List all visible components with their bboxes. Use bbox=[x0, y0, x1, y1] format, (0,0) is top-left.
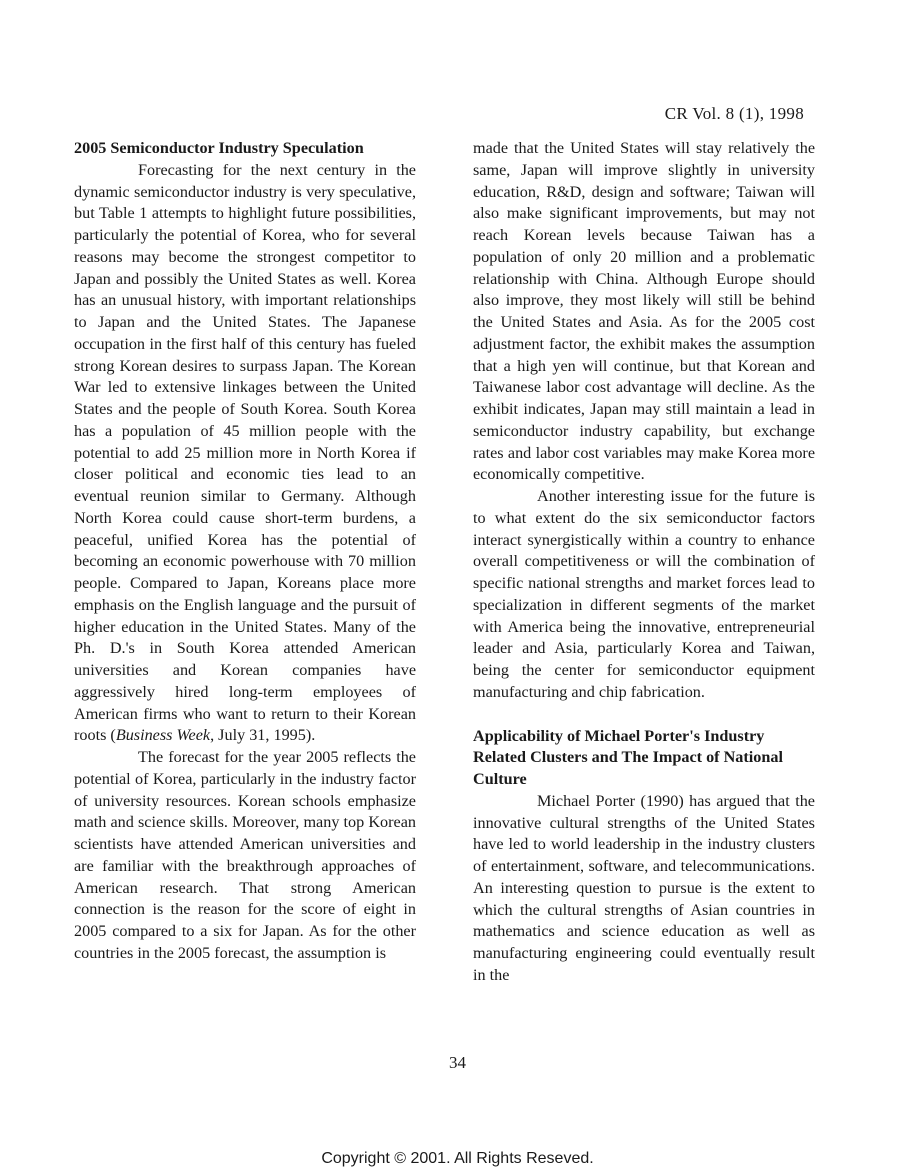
paragraph-continued: made that the United States will stay relatively the same, Japan will improve slightly in university education, R&D, design and software; Taiwan will also make significant improvements, but may not reach Korean levels because Taiwan has a population of only 20 million and a problematic relationship with China. Although Europe should also improve, they most likely will still be behind the United States and Asia. As for the 2005 cost adjustment factor, the exhibit makes the assumption that a high yen will continue, but that Korean and Taiwanese labor cost advantage will decline. As the exhibit indicates, Japan may still maintain a lead in semiconductor industry capability, but exchange rates and labor cost variables may make Korea more economically competitive. bbox=[473, 139, 815, 484]
left-column bbox=[74, 138, 416, 965]
paragraph-text: Forecasting for the next century in the dynamic semiconductor industry is very speculative, but Table 1 attempts to highlight future possibilities, particularly the potential of Korea, who for several reasons may become the strongest competitor to Japan and possibly the United States as well. Korea has an unusual history, with important relationships to Japan and the United States. The Japanese occupation in the first half of this century has fueled strong Korean desires to surpass Japan. The Korean War led to extensive linkages between the United States and the people of South Korea. South Korea has a population of 45 million people with the potential to add 25 million more in North Korea if closer political and economic ties lead to an eventual reunion similar to Germany. Although North Korea could cause short-term burdens, a peaceful, unified Korea has the potential of becoming an economic powerhouse with 70 million people. Compared to Japan, Koreans place more emphasis on the English language and the pursuit of higher education in the United States. Many of the Ph. D.'s in South Korea attended American universities and Korean companies have aggressively hired long-term employees of American firms who want to return to their Korean roots ( bbox=[74, 160, 416, 745]
paragraph-porter: Michael Porter (1990) has argued that the innovative cultural strengths of the United States have led to world leadership in the industry clusters of entertainment, software, and telecommunications. An interesting question to pursue is the extent to which the cultural strengths of Asian countries in mathematics and science education as well as manufacturing engineering could eventually result in the bbox=[473, 791, 815, 984]
copyright-notice: Copyright © 2001. All Rights Reseved. bbox=[321, 1150, 594, 1167]
paragraph-text-tail: , July 31, 1995). bbox=[210, 726, 316, 745]
page-number: 34 bbox=[449, 1053, 466, 1072]
section-heading-porter: Applicability of Michael Porter's Industry Related Clusters and The Impact of National Culture bbox=[473, 726, 783, 788]
paragraph-korea-potential bbox=[74, 160, 416, 747]
right-column bbox=[473, 138, 815, 987]
section-gap bbox=[473, 704, 815, 726]
paragraph-forecast-2005: The forecast for the year 2005 reflects the potential of Korea, particularly in the industry factor of university resources. Korean schools emphasize math and science skills. Moreover, many top Korean scientists have attended American universities and are familiar with the breakthrough approaches of American research. That strong American connection is the reason for the score of eight in 2005 compared to a six for Japan. As for the other countries in the 2005 forecast, the assumption is bbox=[74, 748, 416, 962]
citation-source: Business Week bbox=[115, 726, 211, 745]
paragraph-future-issue: Another interesting issue for the future is to what extent do the six semiconductor factors interact synergistically within a country to enhance overall competitiveness or will the combination of specific national strengths and market forces lead to specialization in different segments of the market with America being the innovative, entrepreneurial leader and Asia, particularly Korea and Taiwan, being the center for semiconductor equipment manufacturing and chip fabrication. bbox=[473, 487, 815, 701]
running-head: CR Vol. 8 (1), 1998 bbox=[664, 104, 804, 123]
section-heading-2005-speculation: 2005 Semiconductor Industry Speculation bbox=[74, 139, 364, 157]
